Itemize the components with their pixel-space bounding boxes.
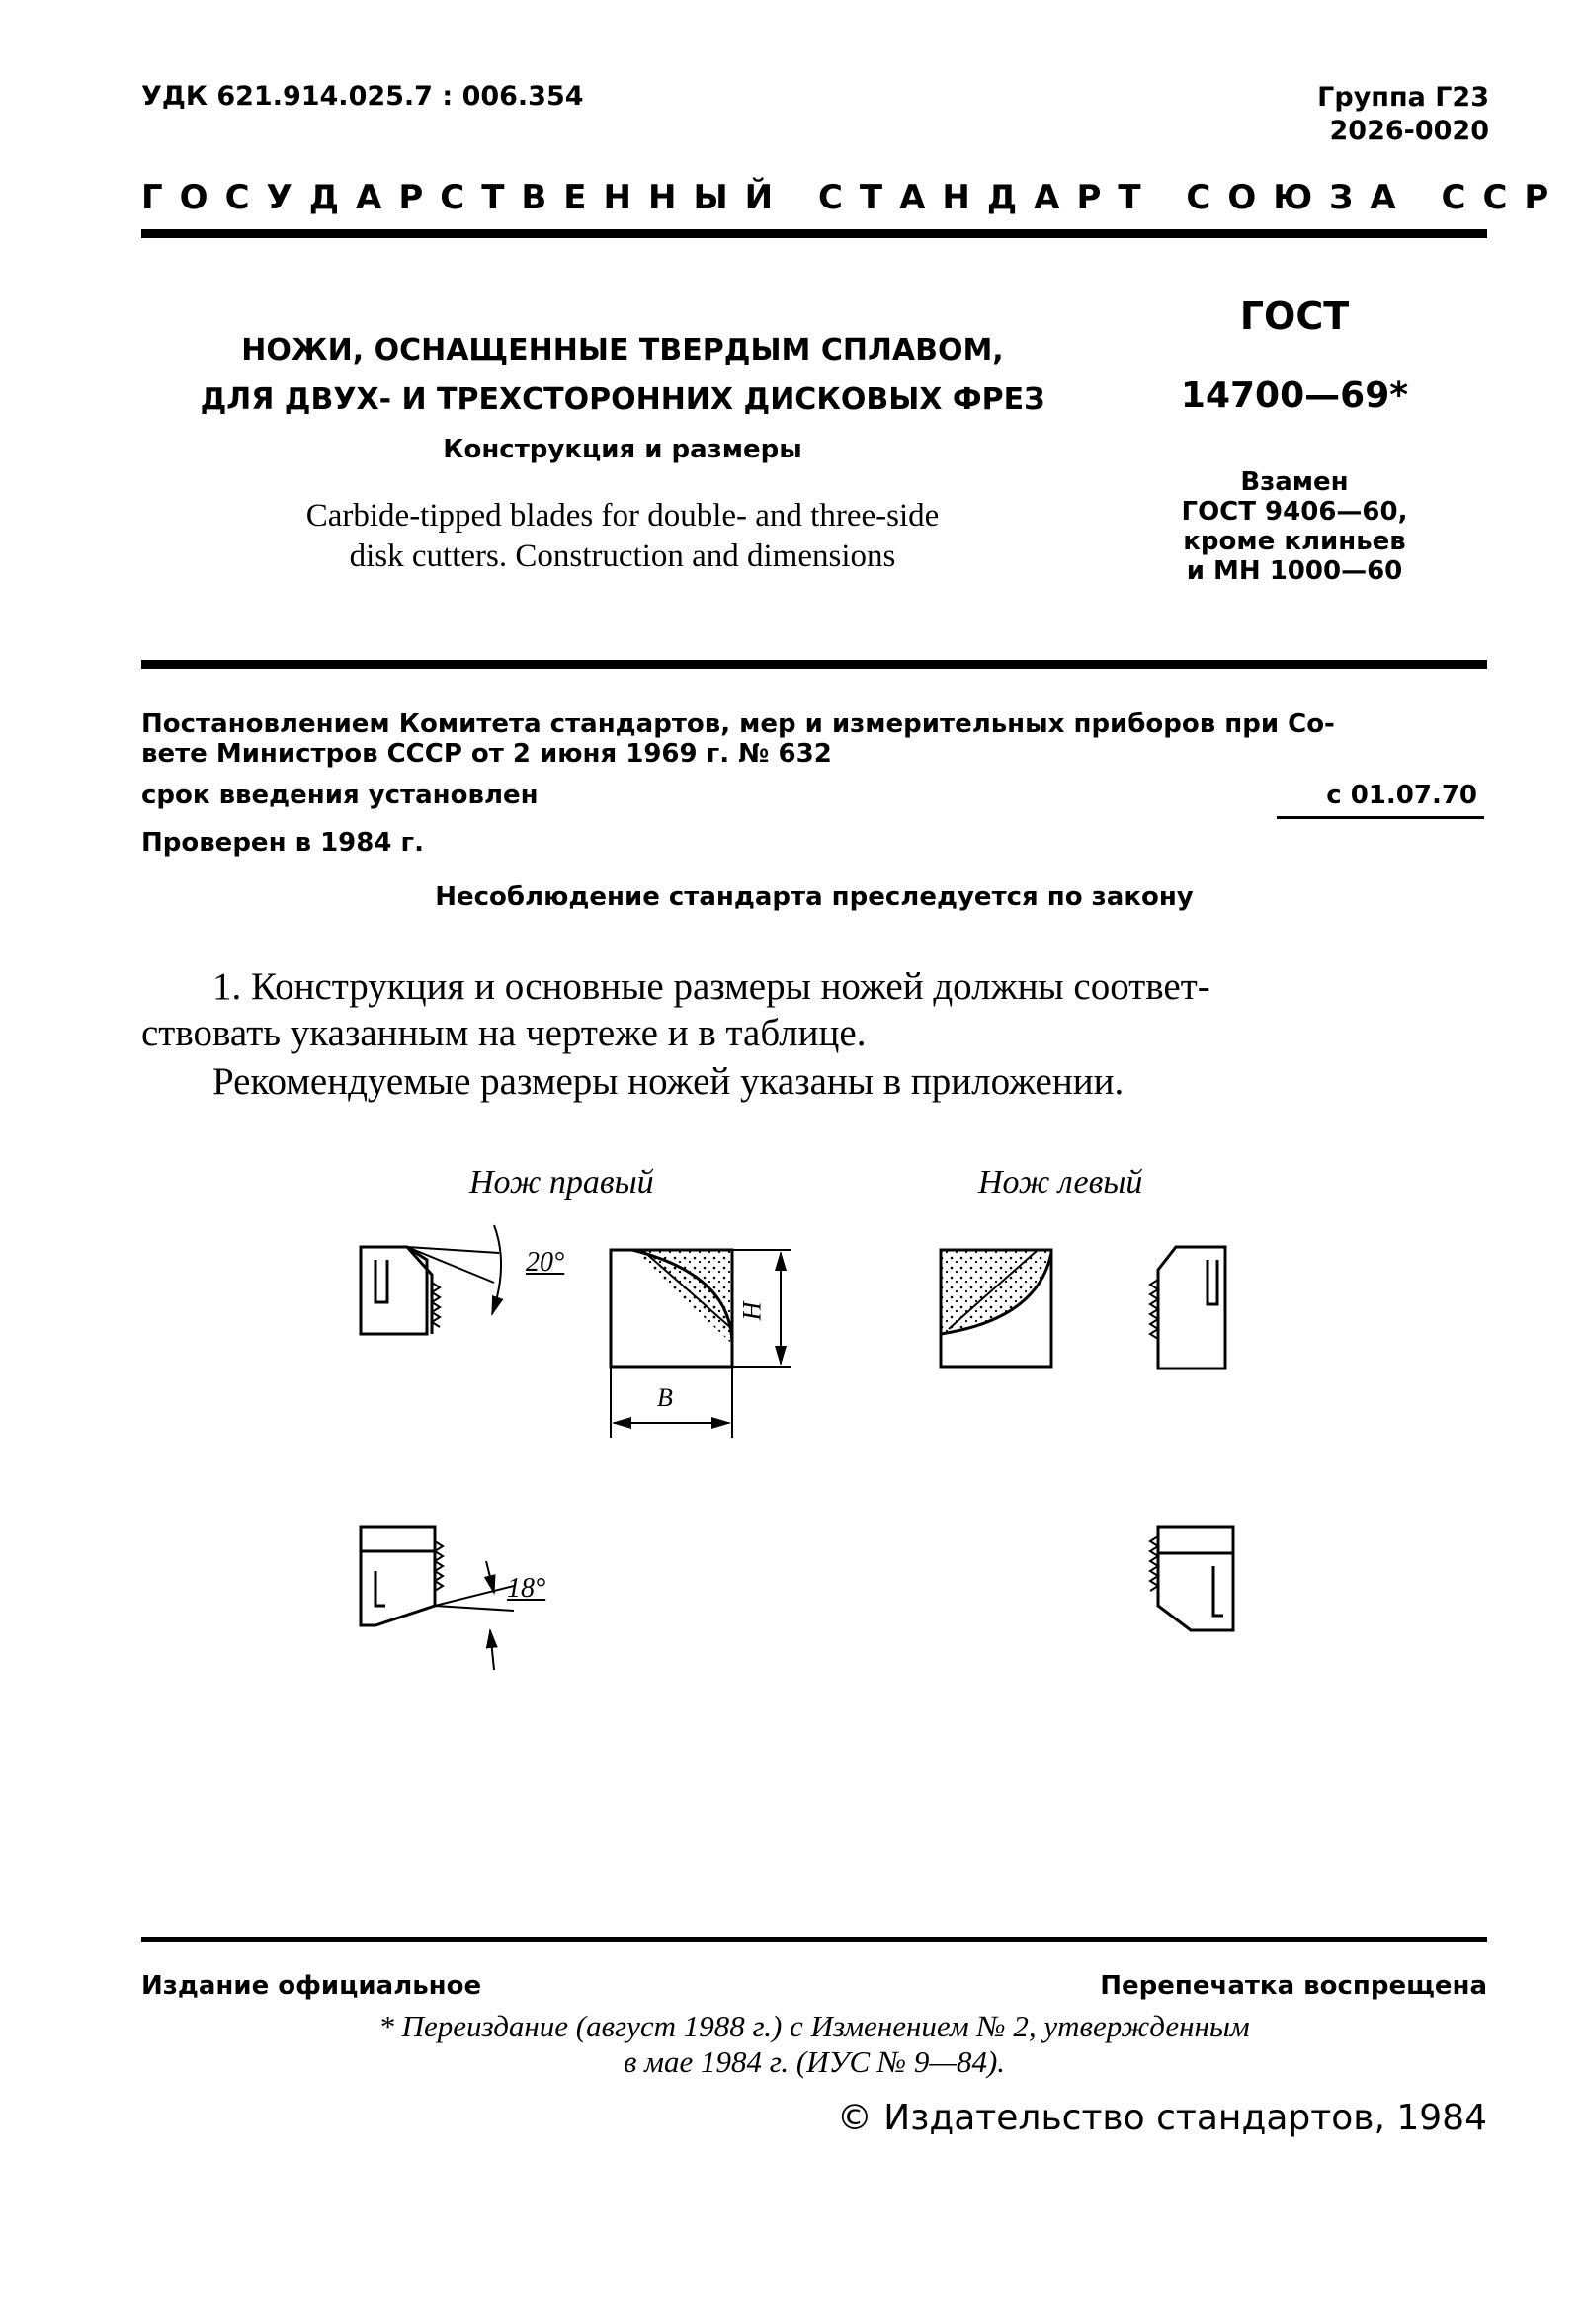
dimension-b-label: B (657, 1383, 673, 1412)
paragraph-2: Рекомендуемые размеры ножей указаны в приложении. (212, 1060, 1125, 1103)
right-blade-label: Нож правый (469, 1164, 654, 1201)
replaces-line: ГОСТ 9406—60, (1181, 497, 1408, 527)
classification-code: 2026-0020 (1329, 116, 1489, 146)
official-edition: Издание официальное (141, 1971, 482, 2001)
reissue-note-line2: в мае 1984 г. (ИУС № 9—84). (623, 2044, 1006, 2079)
reissue-note-line1: * Переиздание (август 1988 г.) с Изменением № 2, утвержденным (378, 2009, 1250, 2043)
title-ru-line1: НОЖИ, ОСНАЩЕННЫЕ ТВЕРДЫМ СПЛАВОМ, (241, 333, 1004, 368)
group-label: Группа Г23 (1317, 82, 1489, 113)
replaces-line: и МН 1000—60 (1186, 556, 1403, 586)
paragraph-1-line1: 1. Конструкция и основные размеры ножей должны соответ- (212, 965, 1210, 1008)
replaces-line: кроме клиньев (1183, 527, 1406, 556)
right-blade-bottom-view (361, 1527, 514, 1670)
law-notice: Несоблюдение стандарта преследуется по закону (435, 882, 1194, 912)
decree-line3: срок введения установлен (141, 781, 539, 810)
publisher-copyright: © Издательство стандартов, 1984 (836, 2098, 1487, 2138)
replaces-line: Взамен (1240, 467, 1349, 497)
angle-18-label: 18° (507, 1573, 546, 1604)
reissue-note (141, 2009, 1487, 2080)
reprint-notice: Перепечатка воспрещена (1100, 1971, 1487, 2001)
title-en-line1: Carbide-tipped blades for double- and three-side (305, 498, 940, 534)
left-blade-label: Нож левый (978, 1164, 1143, 1201)
decree-line2: вете Министров СССР от 2 июня 1969 г. № 632 (141, 739, 832, 769)
title-ru-subtitle: Конструкция и размеры (443, 435, 802, 464)
checked-year: Проверен в 1984 г. (141, 828, 424, 858)
paragraph-1-line2: ствовать указанным на чертеже и в таблице. (141, 1012, 867, 1054)
standard-banner: ГОСУДАРСТВЕННЫЙ СТАНДАРТ СОЮЗА ССР (141, 178, 1566, 217)
left-blade-bottom-view (1150, 1527, 1233, 1630)
decree-line1: Постановлением Комитета стандартов, мер и измерительных приборов при Со- (141, 709, 1335, 739)
effective-date: с 01.07.70 (1326, 781, 1477, 810)
gost-label: ГОСТ (1239, 294, 1350, 338)
gost-number: 14700—69* (1180, 375, 1409, 416)
title-ru-line2: ДЛЯ ДВУХ- И ТРЕХСТОРОННИХ ДИСКОВЫХ ФРЕЗ (200, 382, 1045, 417)
title-en-line2: disk cutters. Construction and dimensions (349, 539, 896, 574)
dimension-h-label: H (737, 1301, 767, 1321)
right-blade-front-view (611, 1250, 791, 1438)
right-blade-side-view (361, 1225, 501, 1334)
udk-code: УДК 621.914.025.7 : 006.354 (141, 81, 584, 112)
footer-rule (141, 1937, 1487, 1942)
angle-20-label: 20° (526, 1247, 565, 1278)
left-blade-side-view (1150, 1247, 1225, 1369)
left-blade-front-view (941, 1250, 1051, 1367)
